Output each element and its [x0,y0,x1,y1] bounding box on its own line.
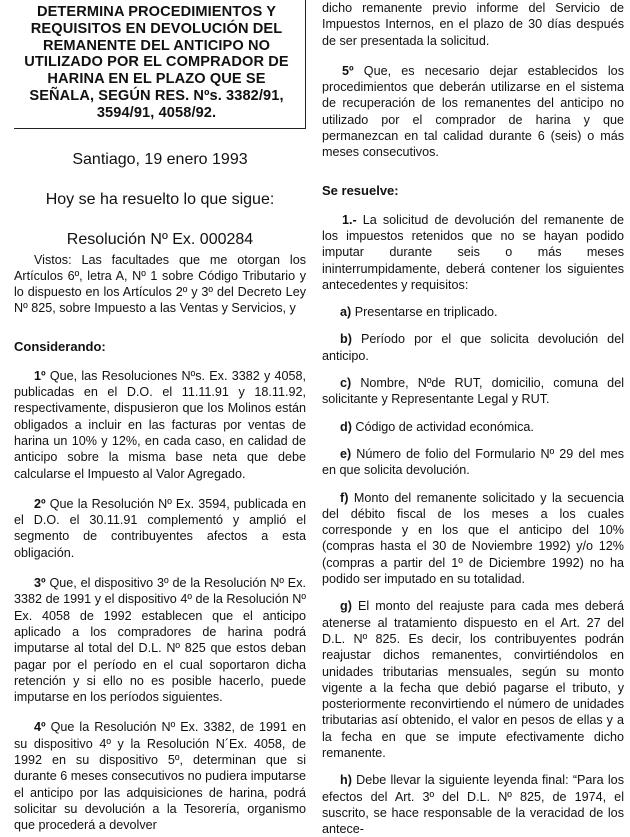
resuelve-heading: Se resuelve: [322,182,399,198]
requirement-c [322,375,624,408]
resuelve-1 [322,212,624,293]
resuelve-number: 1.- [342,212,357,227]
requirement-letter: b) [340,332,352,347]
considerando-number: 5º [342,63,354,78]
requirement-g [322,598,624,761]
requirement-f [322,490,624,588]
requirement-a [322,304,624,320]
considerando-number: 1º [34,368,46,383]
right-column [322,0,624,837]
requirement-d [322,419,624,435]
resuelve-text: La solicitud de devolución del remanente de los impuestos retenidos que no se hayan podido imputar durante seis o más meses ininterrumpidamente, deberá contener los siguientes antecedentes y requisitos: [322,212,624,292]
considerando-5 [322,63,624,161]
requirement-letter: f) [340,490,349,505]
requirement-text: Debe llevar la siguiente leyenda final: “Para los efectos del Art. 3º del D.L. Nº 825, de 1974, el suscrito, se hace responsable de la veracidad de los antece- [322,773,624,837]
requirement-text: Período por el que solicita devolución del anticipo. [322,332,624,363]
considerando-4-continuation: dicho remanente previo informe del Servicio de Impuestos Internos, en el plazo de 30 días después de ser presentada la solicitud. [322,1,624,48]
considerando-text: Que la Resolución Nº Ex. 3382, de 1991 en su dispositivo 4º y la Resolución N´Ex. 4058, de 1992 en su dispositivo 5º, determinan que si durante 6 meses consecutivos no pudiera imputarse el anticipo por las adquisiciones de harina, podrá solicitar su devolución a la Tesorería, organismo que procederá a devolver [14,720,306,833]
considerando-2 [14,496,306,561]
considerando-number: 4º [34,720,46,735]
requirement-letter: d) [340,419,352,434]
requirement-h [322,772,624,837]
vistos-paragraph: Vistos: Las facultades que me otorgan los Artículos 6º, letra A, Nº 1 sobre Código Tributario y lo dispuesto en los Artículos 2º y 3º del Decreto Ley Nº 825, sobre Impuesto a las Ventas y Servicios, y [14,252,306,316]
requirement-b [322,331,624,364]
considerando-text: Que, el dispositivo 3º de la Resolución Nº Ex. 3382 de 1991 y el dispositivo 4º de la Resolución Nº Ex. 4058 de 1992 establecen que el anticipo aplicado a los compradores de harina podrá imputarse al total del D.L. Nº 825 que estos deban pagar por el período en el cual soportaron dicha retención y si ello no es posible hacerlo, puede imputarse en los períodos siguientes. [14,576,306,705]
requirement-letter: h) [340,773,352,788]
considerando-3 [14,575,306,705]
requirement-letter: c) [340,376,352,391]
considerando-1 [14,368,306,482]
left-column [14,0,306,833]
requirement-text: Presentarse en triplicado. [351,305,498,320]
requirement-letter: e) [340,446,352,461]
considerando-heading: Considerando: [14,338,106,354]
considerando-number: 3º [34,576,46,591]
resolution-number: Resolución Nº Ex. 000284 [66,230,254,248]
considerando-number: 2º [34,496,46,511]
requirement-text: Código de actividad económica. [351,419,534,434]
considerando-text: Que la Resolución Nº Ex. 3594, publicada en el D.O. el 30.11.91 complementó y amplió el segmento de contribuyentes afectos a esta obligación. [14,496,306,560]
requirement-text: Nombre, Nºde RUT, domicilio, comuna del solicitante y Representante Legal y RUT. [322,376,624,407]
considerando-text: Que, es necesario dejar establecidos los procedimientos que deberán utilizarse en el sistema de recuperación de los remanentes del anticipo no utilizado por el comprador de harina y que permanezcan en tal calidad durante 6 (seis) o más meses consecutivos. [322,63,624,160]
requirement-letter: a) [340,305,352,320]
lead-sentence: Hoy se ha resuelto lo que sigue: [45,190,275,208]
requirement-text: Número de folio del Formulario Nº 29 del mes en que solicita devolución. [322,446,624,478]
requirement-text: El monto del reajuste para cada mes deberá atenerse al tratamiento dispuesto en el Art. 27 del D.L. Nº 825. Es decir, los contribuyentes podrán reajustar dichos remanentes, convirtiéndolos en unidades tributarias mensuales, según su monto vigente a la fecha que debió pagarse el tributo, y posteriormente reconvirtiendo el número de unidades tributarias así obtenido, el valor en pesos de ellas y a la fecha en que se impute efectivamente dicho remanente. [322,599,624,760]
requirement-letter: g) [340,599,352,614]
requirement-e [322,446,624,479]
requirement-text: Monto del remanente solicitado y la secuencia del débito fiscal de los meses a los cuales corresponde y en los que el anticipo del 10% (compras hasta el 30 de Noviembre 1992) y/o 12% (compras a partir del 1º de Diciembre 1992) no ha podido ser imputado en su totalidad. [322,490,624,587]
considerando-4 [14,719,306,833]
place-date: Santiago, 19 enero 1993 [72,150,248,168]
considerando-text: Que, las Resoluciones Nºs. Ex. 3382 y 4058, publicadas en el D.O. el 11.11.91 y 18.11.92, respectivamente, dispusieron que los Molinos están obligados a incluir en las facturas por ventas de harina un 10% y 12%, en cada caso, en calidad de anticipo sobre la misma base neta que debe calcularse el Impuesto al Valor Agregado. [14,368,306,481]
document-title: DETERMINA PROCEDIMIENTOS Y REQUISITOS EN DEVOLUCIÓN DEL REMANENTE DEL ANTICIPO NO UTILIZADO POR EL COMPRADOR DE HARINA EN EL PLAZO QUE SE SEÑALA, SEGÚN RES. Nºs. 3382/91, 3594/91, 4058/92. [14,0,306,129]
